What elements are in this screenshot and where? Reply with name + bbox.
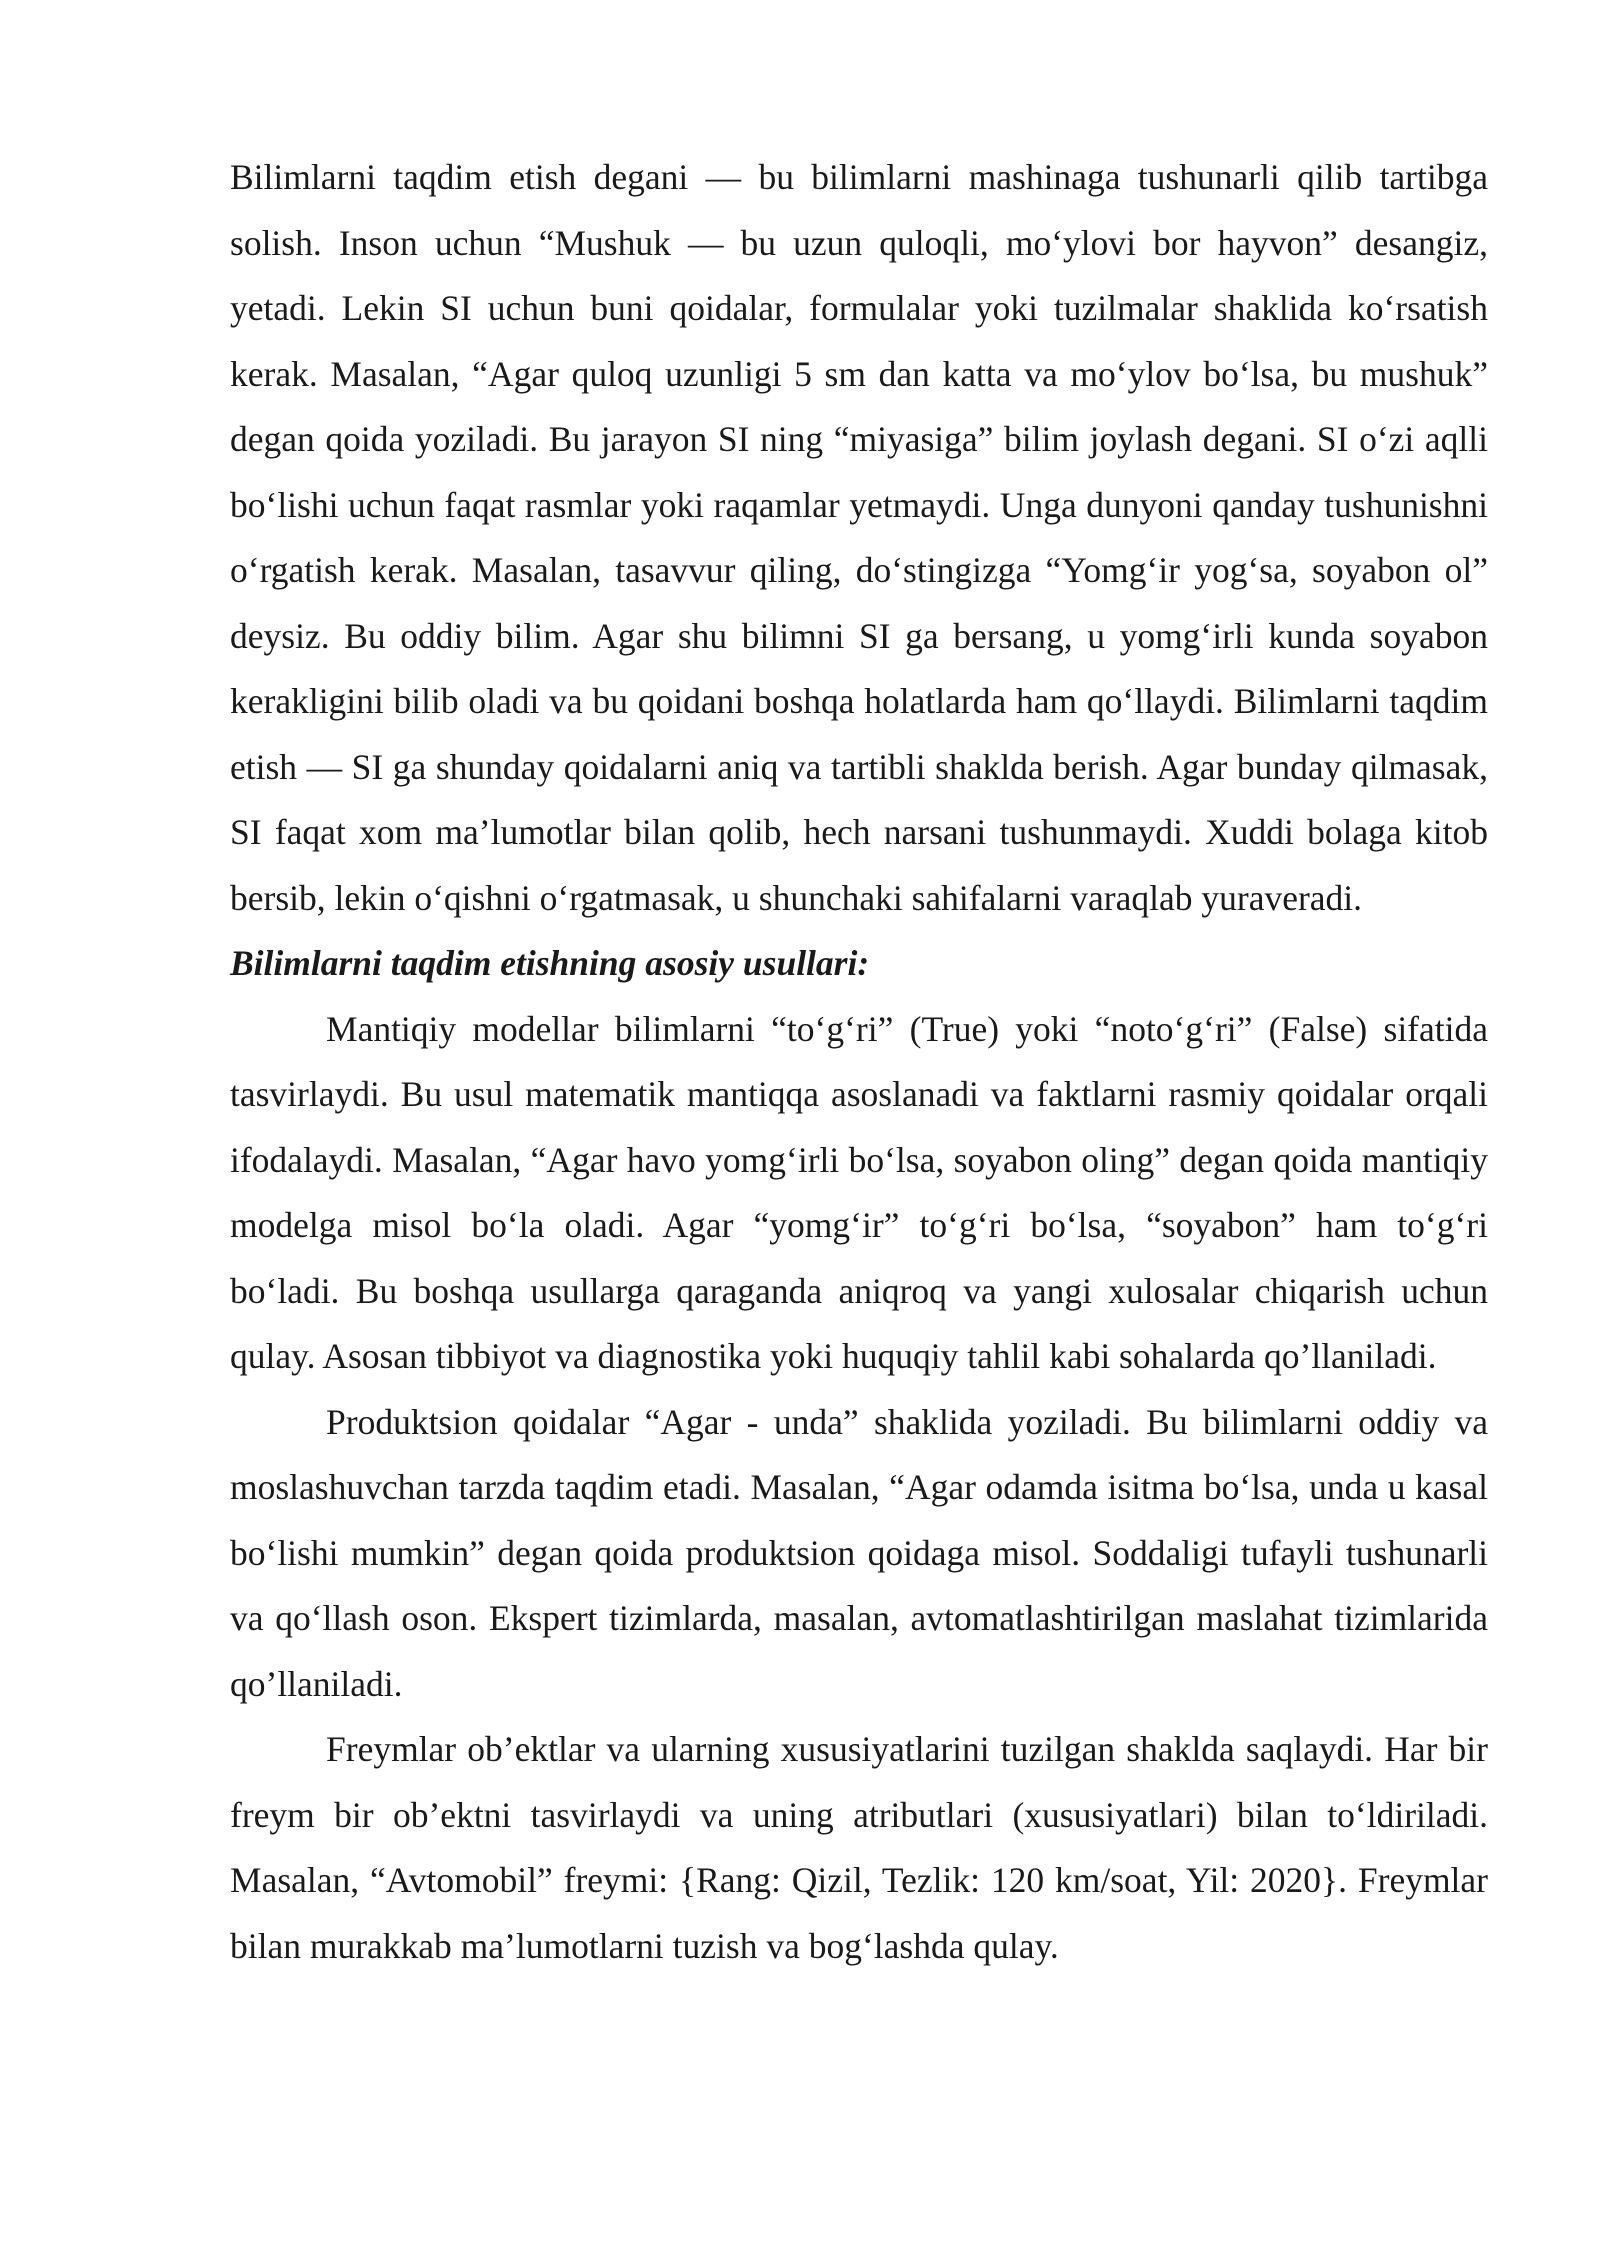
document-body <box>230 145 1488 1979</box>
paragraph-logical-models: Mantiqiy modellar bilimlarni “to‘g‘ri” (True) yoki “noto‘g‘ri” (False) sifatida tasvirlaydi. Bu usul matematik mantiqqa asoslanadi va faktlarni rasmiy qoidalar orqali ifodalaydi. Masalan, “Agar havo yomg‘irli bo‘lsa, soyabon oling” degan qoida mantiqiy modelga misol bo‘la oladi. Agar “yomg‘ir” to‘g‘ri bo‘lsa, “soyabon” ham to‘g‘ri bo‘ladi. Bu boshqa usullarga qaraganda aniqroq va yangi xulosalar chiqarish uchun qulay. Asosan tibbiyot va diagnostika yoki huquqiy tahlil kabi sohalarda qo’llaniladi. <box>230 1008 1488 1376</box>
paragraph-production-rules: Produktsion qoidalar “Agar - unda” shaklida yoziladi. Bu bilimlarni oddiy va moslashuvchan tarzda taqdim etadi. Masalan, “Agar odamda isitma bo‘lsa, unda u kasal bo‘lishi mumkin” degan qoida produktsion qoidaga misol. Soddaligi tufayli tushunarli va qo‘llash oson. Ekspert tizimlarda, masalan, avtomatlashtirilgan maslahat tizimlarida qo’llaniladi. <box>230 1401 1488 1704</box>
section-heading: Bilimlarni taqdim etishning asosiy usullari: <box>230 943 870 983</box>
intro-paragraph: Bilimlarni taqdim etish degani — bu bilimlarni mashinaga tushunarli qilib tartibga solish. Inson uchun “Mushuk — bu uzun quloqli, mo‘ylovi bor hayvon” desangiz, yetadi. Lekin SI uchun buni qoidalar, formulalar yoki tuzilmalar shaklida ko‘rsatish kerak. Masalan, “Agar quloq uzunligi 5 sm dan katta va mo‘ylov bo‘lsa, bu mushuk” degan qoida yoziladi. Bu jarayon SI ning “miyasiga” bilim joylash degani. SI o‘zi aqlli bo‘lishi uchun faqat rasmlar yoki raqamlar yetmaydi. Unga dunyoni qanday tushunishni o‘rgatish kerak. Masalan, tasavvur qiling, do‘stingizga “Yomg‘ir yog‘sa, soyabon ol” deysiz. Bu oddiy bilim. Agar shu bilimni SI ga bersang, u yomg‘irli kunda soyabon kerakligini bilib oladi va bu qoidani boshqa holatlarda ham qo‘llaydi. Bilimlarni taqdim etish — SI ga shunday qoidalarni aniq va tartibli shakldа berish. Agar bunday qilmasak, SI faqat xom ma’lumotlar bilan qolib, hech narsani tushunmaydi. Xuddi bolaga kitob bersib, lekin o‘qishni o‘rgatmasak, u shunchaki sahifalarni varaqlab yuraveradi. <box>230 157 1488 918</box>
paragraph-frames: Freymlar ob’ektlar va ularning xususiyatlarini tuzilgan shaklda saqlaydi. Har bir freym bir ob’ektni tasvirlaydi va uning atributlari (xususiyatlari) bilan to‘ldiriladi. Masalan, “Avtomobil” freymi: {Rang: Qizil, Tezlik: 120 km/soat, Yil: 2020}. Freymlar bilan murakkab ma’lumotlarni tuzish va bog‘lashda qulay. <box>230 1729 1488 1966</box>
